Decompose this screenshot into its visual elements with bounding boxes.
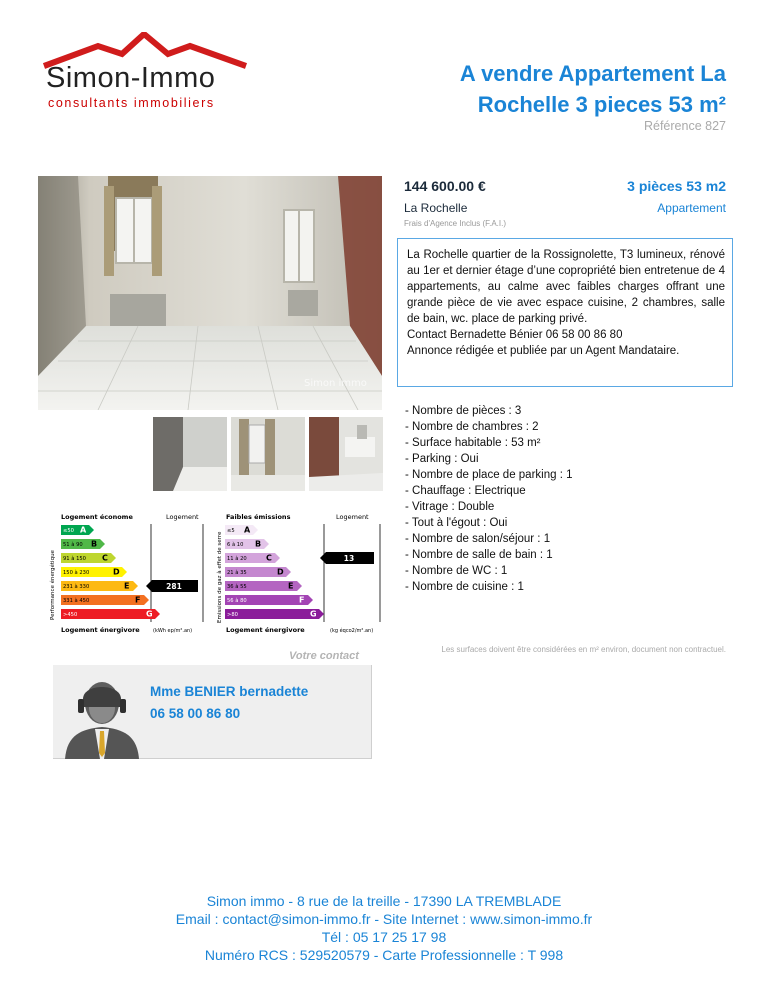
ges-class-letter: E <box>288 581 294 591</box>
feature-item: - Nombre de place de parking : 1 <box>405 469 573 481</box>
thumbnail-photo-3[interactable] <box>309 417 383 491</box>
listing-city: La Rochelle <box>404 201 468 215</box>
listing-rooms-area: 3 pièces 53 m2 <box>627 178 726 194</box>
feature-item: - Nombre de pièces : 3 <box>405 405 522 417</box>
description-box <box>397 238 733 387</box>
energy-unit: (kWh ep/m².an) <box>153 628 193 634</box>
contact-label: Votre contact <box>289 650 359 662</box>
listing-property-type: Appartement <box>657 201 726 215</box>
feature-item: - Nombre de WC : 1 <box>405 565 508 577</box>
feature-item: - Chauffage : Electrique <box>405 485 526 497</box>
description-agent: Annonce rédigée et publiée par un Agent Mandataire. <box>407 345 680 357</box>
description-contact: Contact Bernadette Bénier 06 58 00 86 80 <box>407 329 623 341</box>
feature-item: - Tout à l'égout : Oui <box>405 517 508 529</box>
energy-value: 281 <box>166 582 182 591</box>
energy-labels <box>38 508 384 636</box>
ges-axis-label: Emissions de gaz à effet de serre <box>217 531 223 623</box>
photo-watermark: Simon immo <box>304 378 367 389</box>
energy-class-range: 51 à 90 <box>63 542 83 548</box>
company-logo <box>38 32 252 112</box>
ges-class-range: 21 à 35 <box>227 570 247 576</box>
energy-class-letter: C <box>102 553 108 563</box>
description-text: La Rochelle quartier de la Rossignolette, T3 lumineux, rénové au 1er et dernier étage d’une copropriété bien entretenue de 4 appartements, au calme avec faibles charges offrant une grande pièce de vie avec espace cuisine, 2 chambres, salle de bain, wc. place de parking privé. <box>407 249 725 325</box>
energy-class-range: >450 <box>63 612 78 618</box>
thumbnail-photo-1[interactable] <box>153 417 227 491</box>
ges-class-range: 11 à 20 <box>227 556 247 562</box>
logo-name: Simon-Immo <box>46 62 216 94</box>
fees-note: Frais d'Agence Inclus (F.A.I.) <box>404 219 507 228</box>
ges-title: Faibles émissions <box>226 513 291 521</box>
feature-item: - Parking : Oui <box>405 453 479 465</box>
ges-class-range: >80 <box>227 612 238 618</box>
ges-class-letter: D <box>277 567 284 577</box>
energy-class-letter: D <box>113 567 120 577</box>
footer-rcs: Numéro RCS : 529520579 - Carte Professionnelle : T 998 <box>204 947 564 963</box>
ges-class-range: 56 à 80 <box>227 598 247 604</box>
ges-class-range: 6 à 10 <box>227 542 244 548</box>
energy-class-range: 231 à 330 <box>63 584 90 590</box>
ges-class-range: ≤5 <box>227 528 235 534</box>
logo-tagline: consultants immobiliers <box>48 96 215 110</box>
energy-title: Logement économe <box>61 513 133 521</box>
features-list <box>405 403 572 595</box>
energy-class-letter: B <box>91 539 98 549</box>
ges-value: 13 <box>343 554 355 563</box>
energy-class-range: 331 à 450 <box>63 598 90 604</box>
energy-axis-label: Performance énergétique <box>50 550 56 620</box>
contact-phone[interactable]: 06 58 00 86 80 <box>150 706 241 721</box>
agent-avatar-icon <box>63 673 141 759</box>
footer-phone: Tél : 05 17 25 17 98 <box>321 929 447 945</box>
energy-class-range: 91 à 150 <box>63 556 86 562</box>
energy-class-letter: E <box>124 581 130 591</box>
thumbnail-photo-2[interactable] <box>231 417 305 491</box>
feature-item: - Nombre de chambres : 2 <box>405 421 539 433</box>
energy-class-range: ≤50 <box>63 528 74 534</box>
feature-item: - Nombre de salle de bain : 1 <box>405 549 553 561</box>
ges-class-letter: A <box>244 525 251 535</box>
surface-disclaimer: Les surfaces doivent être considérées en m² environ, document non contractuel. <box>441 645 726 654</box>
ges-class-letter: F <box>299 595 305 605</box>
ges-class-letter: B <box>255 539 262 549</box>
main-photo[interactable] <box>38 176 382 410</box>
feature-item: - Nombre de salon/séjour : 1 <box>405 533 551 545</box>
energy-class-letter: F <box>135 595 141 605</box>
ges-right-title: Logement <box>336 513 369 521</box>
footer-email-site[interactable]: Email : contact@simon-immo.fr - Site Internet : www.simon-immo.fr <box>175 911 593 927</box>
ges-bottom-label: Logement énergivore <box>226 626 305 634</box>
footer-address: Simon immo - 8 rue de la treille - 17390 LA TREMBLADE <box>206 893 562 909</box>
ges-unit: (kg éqco2/m².an) <box>330 628 374 634</box>
energy-class-letter: A <box>80 525 87 535</box>
feature-item: - Surface habitable : 53 m² <box>405 437 541 449</box>
energy-class-range: 150 à 230 <box>63 570 90 576</box>
ges-class-letter: G <box>310 609 317 619</box>
ges-class-letter: C <box>266 553 272 563</box>
ges-class-range: 36 à 55 <box>227 584 247 590</box>
footer <box>0 892 768 964</box>
listing-reference: Référence 827 <box>643 119 726 133</box>
energy-bottom-label: Logement énergivore <box>61 626 140 634</box>
listing-title: A vendre Appartement La Rochelle 3 pieces 53 m² <box>459 61 726 117</box>
energy-class-letter: G <box>146 609 153 619</box>
listing-price: 144 600.00 € <box>404 178 486 194</box>
contact-name: Mme BENIER bernadette <box>150 684 309 699</box>
energy-right-title: Logement <box>166 513 199 521</box>
feature-item: - Vitrage : Double <box>405 501 495 513</box>
feature-item: - Nombre de cuisine : 1 <box>405 581 524 593</box>
